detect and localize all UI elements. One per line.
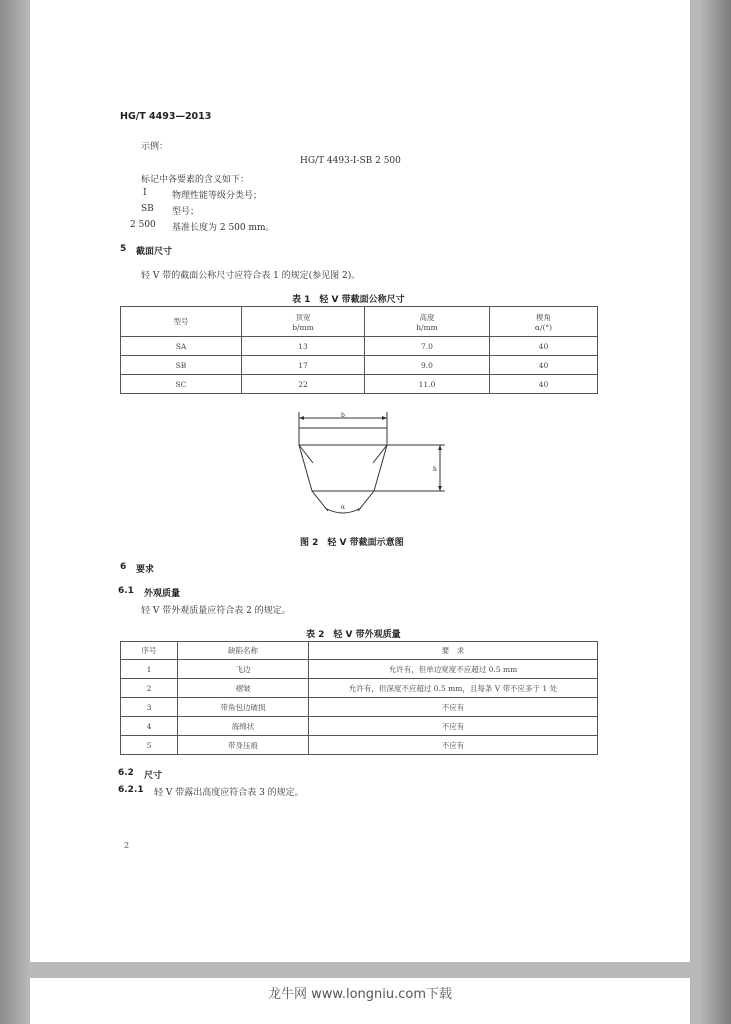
download-source-text: 龙牛网 www.longniu.com下载 (267, 987, 452, 1002)
label-alpha: α (341, 504, 346, 511)
label-h: h (433, 466, 437, 473)
belt-trapezoid (299, 445, 387, 491)
download-footer (30, 978, 690, 1024)
table-row (121, 375, 598, 394)
table-row (121, 717, 598, 736)
legend-key: 2 500 (130, 220, 156, 230)
table-header-cell: 高度 h/mm (365, 307, 490, 337)
table-cell: 40 (490, 356, 598, 375)
v-belt-cross-section-figure (285, 408, 465, 530)
belt-top-section (299, 428, 387, 445)
arrowhead (438, 445, 442, 450)
table-header-cell: 楔角 α/(°) (490, 307, 598, 337)
table-cell: 40 (490, 375, 598, 394)
table-header-cell: 型号 (121, 307, 242, 337)
figure-2-caption: 图 2 轻 V 带截面示意图 (300, 538, 404, 548)
table-cell: SC (121, 375, 242, 394)
table-cell: 7.0 (365, 337, 490, 356)
table-cell: 不应有 (309, 717, 598, 736)
table-header-row (121, 307, 598, 337)
section-6-1-title: 外观质量 (144, 589, 181, 599)
table-2-caption: 表 2 轻 V 带外观质量 (306, 630, 401, 640)
table-header-cell: 序号 (121, 642, 178, 660)
table-row (121, 660, 598, 679)
table-cell: 40 (490, 337, 598, 356)
table-cell: 13 (242, 337, 365, 356)
table-cell: 飞边 (178, 660, 309, 679)
table-header-cell: 顶宽 b/mm (242, 307, 365, 337)
table-cell: 不应有 (309, 736, 598, 755)
table-cell: 褶皱 (178, 679, 309, 698)
table-row (121, 679, 598, 698)
section-5-title: 截面尺寸 (136, 247, 173, 257)
label-b: b (341, 412, 345, 419)
section-6-1-number: 6.1 (118, 586, 134, 596)
section-6-2-1-text: 轻 V 带露出高度应符合表 3 的规定。 (154, 788, 304, 798)
standard-code-header: HG/T 4493—2013 (120, 111, 212, 122)
table-cell: 不应有 (309, 698, 598, 717)
table-2 (120, 641, 598, 755)
legend-desc: 基准长度为 2 500 mm。 (172, 223, 275, 233)
section-6-1-text: 轻 V 带外观质量应符合表 2 的规定。 (141, 606, 291, 616)
section-6-2-number: 6.2 (118, 768, 134, 778)
table-row (121, 736, 598, 755)
legend-desc: 型号； (172, 207, 200, 217)
table-cell: 海绵状 (178, 717, 309, 736)
legend-key: SB (141, 204, 154, 214)
section-5-text: 轻 V 带的截面公称尺寸应符合表 1 的规定(参见图 2)。 (141, 271, 361, 281)
table-1 (120, 306, 598, 394)
document-page (30, 0, 690, 962)
table-1-caption: 表 1 轻 V 带截面公称尺寸 (292, 295, 405, 305)
section-5-number: 5 (120, 244, 127, 254)
table-header-cell: 要 求 (309, 642, 598, 660)
table-cell: 1 (121, 660, 178, 679)
section-6-number: 6 (120, 562, 127, 572)
section-6-2-1-number: 6.2.1 (118, 785, 144, 795)
table-row (121, 337, 598, 356)
example-label: 示例： (141, 142, 169, 152)
table-cell: 5 (121, 736, 178, 755)
table-cell: 17 (242, 356, 365, 375)
page-number: 2 (124, 841, 130, 850)
table-cell: 3 (121, 698, 178, 717)
table-cell: 带角包边破损 (178, 698, 309, 717)
section-6-title: 要求 (136, 565, 155, 575)
table-cell: 9.0 (365, 356, 490, 375)
table-cell: 22 (242, 375, 365, 394)
legend-key: Ⅰ (143, 188, 147, 198)
arrowhead (382, 416, 387, 420)
section-6-2-title: 尺寸 (144, 771, 163, 781)
table-cell: SA (121, 337, 242, 356)
example-intro: 标记中各要素的含义如下： (141, 175, 250, 185)
arrowhead (299, 416, 304, 420)
table-header-cell: 缺陷名称 (178, 642, 309, 660)
legend-desc: 物理性能等级分类号； (172, 191, 263, 201)
table-cell: 11.0 (365, 375, 490, 394)
example-code: HG/T 4493-Ⅰ-SB 2 500 (300, 156, 401, 166)
table-header-row (121, 642, 598, 660)
table-row (121, 698, 598, 717)
table-cell: 4 (121, 717, 178, 736)
table-cell: 带身压痕 (178, 736, 309, 755)
table-row (121, 356, 598, 375)
arrowhead (438, 486, 442, 491)
table-cell: SB (121, 356, 242, 375)
table-cell: 允许有，但单边宽度不应超过 0.5 mm (309, 660, 598, 679)
table-cell: 允许有，但深度不应超过 0.5 mm，且每条 V 带不应多于 1 处 (309, 679, 598, 698)
table-cell: 2 (121, 679, 178, 698)
